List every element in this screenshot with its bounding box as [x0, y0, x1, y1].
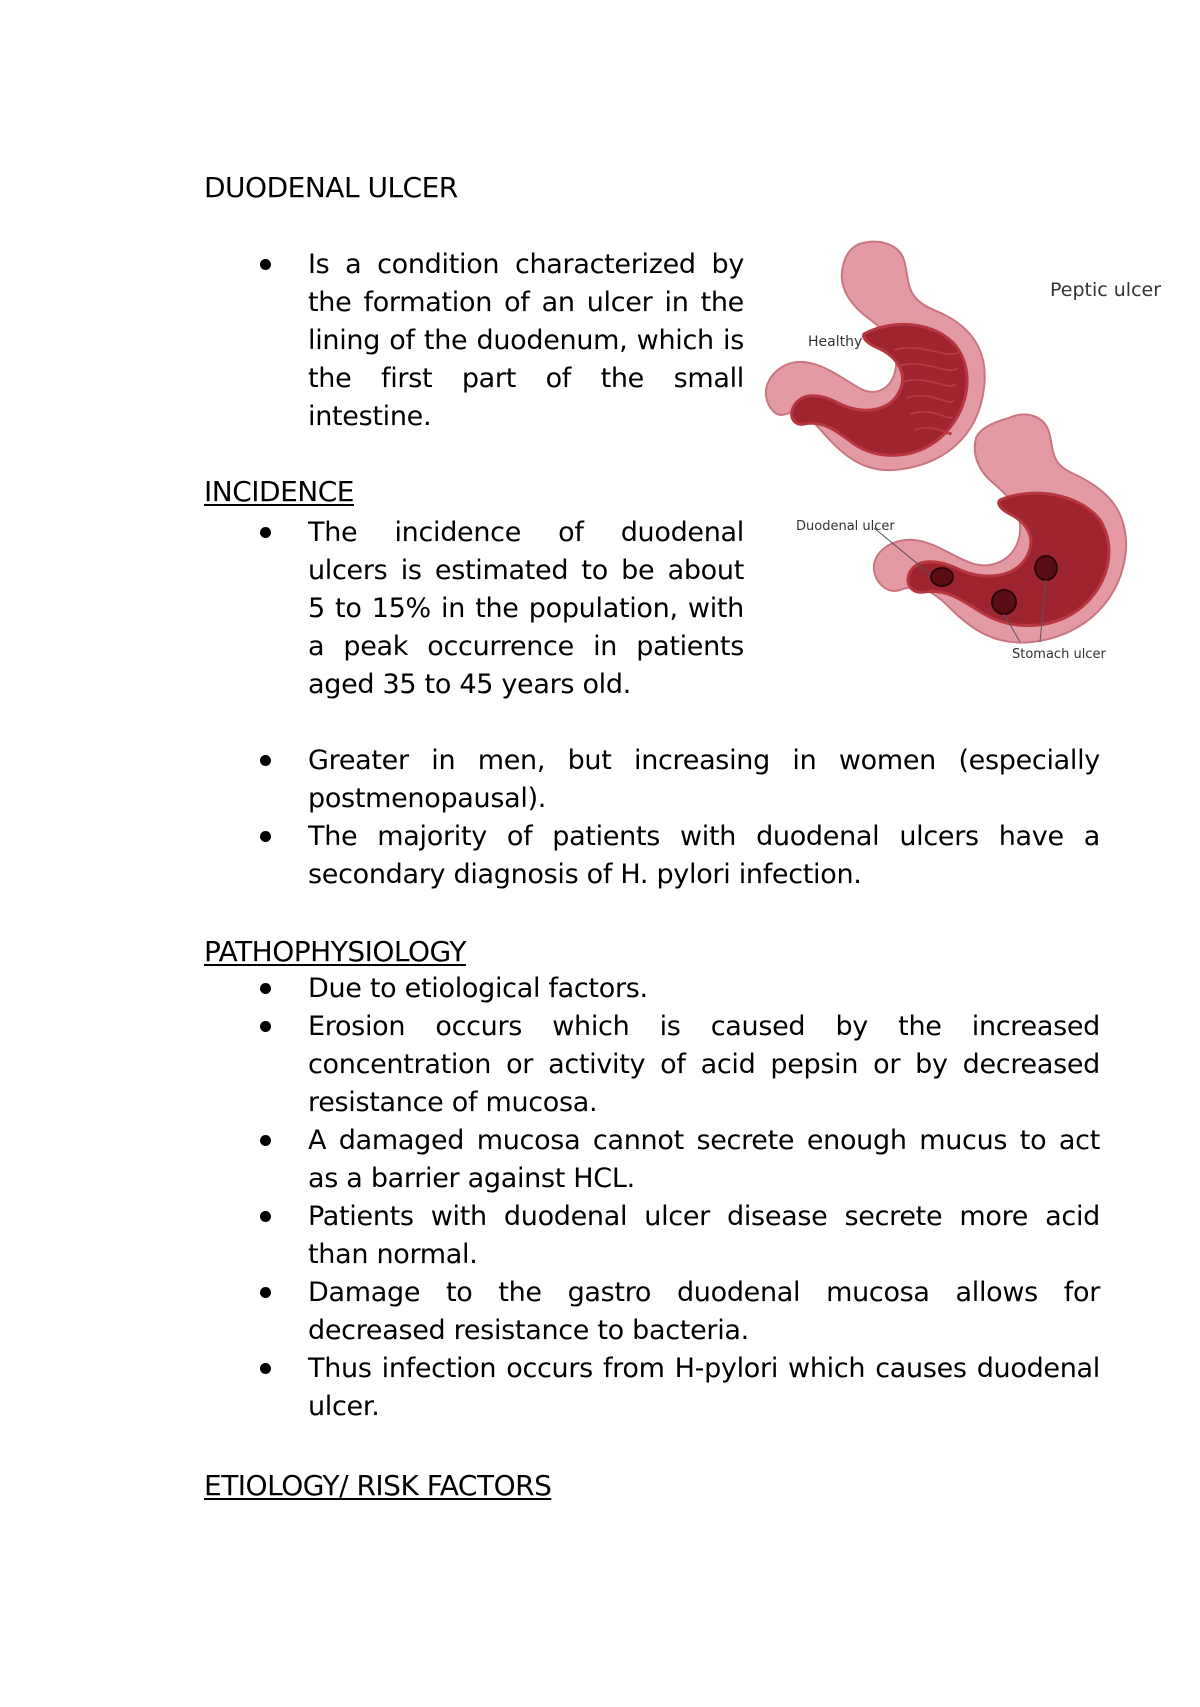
- list-item: Damage to the gastro duodenal mucosa allows for decreased resistance to bacteria.: [204, 1274, 1100, 1350]
- section-heading-incidence: INCIDENCE: [204, 475, 354, 508]
- list-item: Greater in men, but increasing in women (especially postmenopausal).: [204, 742, 1100, 818]
- list-item: Erosion occurs which is caused by the increased concentration or activity of acid pepsin or by decreased resistance of mucosa.: [204, 1008, 1100, 1122]
- bullet-icon: [260, 983, 271, 994]
- intro-list: [204, 246, 744, 436]
- incidence-list-narrow: [204, 514, 744, 704]
- bullet-icon: [260, 259, 271, 270]
- document-title: DUODENAL ULCER: [204, 171, 458, 204]
- bullet-icon: [260, 1135, 271, 1146]
- incidence-list-wide: [204, 742, 1100, 894]
- bullet-icon: [260, 755, 271, 766]
- stomach-ulcer-spot: [1035, 556, 1057, 580]
- list-item: Is a condition characterized by the formation of an ulcer in the lining of the duodenum, which is the first part of the small intestine.: [204, 246, 744, 436]
- bullet-icon: [260, 1021, 271, 1032]
- peptic-ulcer-label: Peptic ulcer: [1050, 279, 1162, 301]
- list-item: The majority of patients with duodenal ulcers have a secondary diagnosis of H. pylori infection.: [204, 818, 1100, 894]
- list-item: Due to etiological factors.: [204, 970, 1100, 1008]
- list-item: The incidence of duodenal ulcers is estimated to be about 5 to 15% in the population, with a peak occurrence in patients aged 35 to 45 years old.: [204, 514, 744, 704]
- section-heading-pathophysiology: PATHOPHYSIOLOGY: [204, 935, 466, 968]
- duodenal-ulcer-spot: [931, 568, 953, 586]
- pathophysiology-list: [204, 970, 1100, 1426]
- stomach-illustration: [764, 238, 1172, 676]
- bullet-icon: [260, 1287, 271, 1298]
- list-item: A damaged mucosa cannot secrete enough mucus to act as a barrier against HCL.: [204, 1122, 1100, 1198]
- stomach-figure-svg: [764, 238, 1172, 676]
- bullet-icon: [260, 1363, 271, 1374]
- list-item: Patients with duodenal ulcer disease secrete more acid than normal.: [204, 1198, 1100, 1274]
- stomach-ulcer-spot: [992, 590, 1016, 614]
- bullet-icon: [260, 1211, 271, 1222]
- bullet-icon: [260, 527, 271, 538]
- section-heading-etiology: ETIOLOGY/ RISK FACTORS: [204, 1469, 552, 1502]
- stomach-ulcer-label: Stomach ulcer: [1012, 647, 1106, 662]
- duodenal-ulcer-label: Duodenal ulcer: [796, 519, 895, 534]
- list-item: Thus infection occurs from H-pylori which causes duodenal ulcer.: [204, 1350, 1100, 1426]
- healthy-stomach-icon: [766, 242, 985, 470]
- bullet-icon: [260, 831, 271, 842]
- healthy-label: Healthy: [808, 334, 863, 350]
